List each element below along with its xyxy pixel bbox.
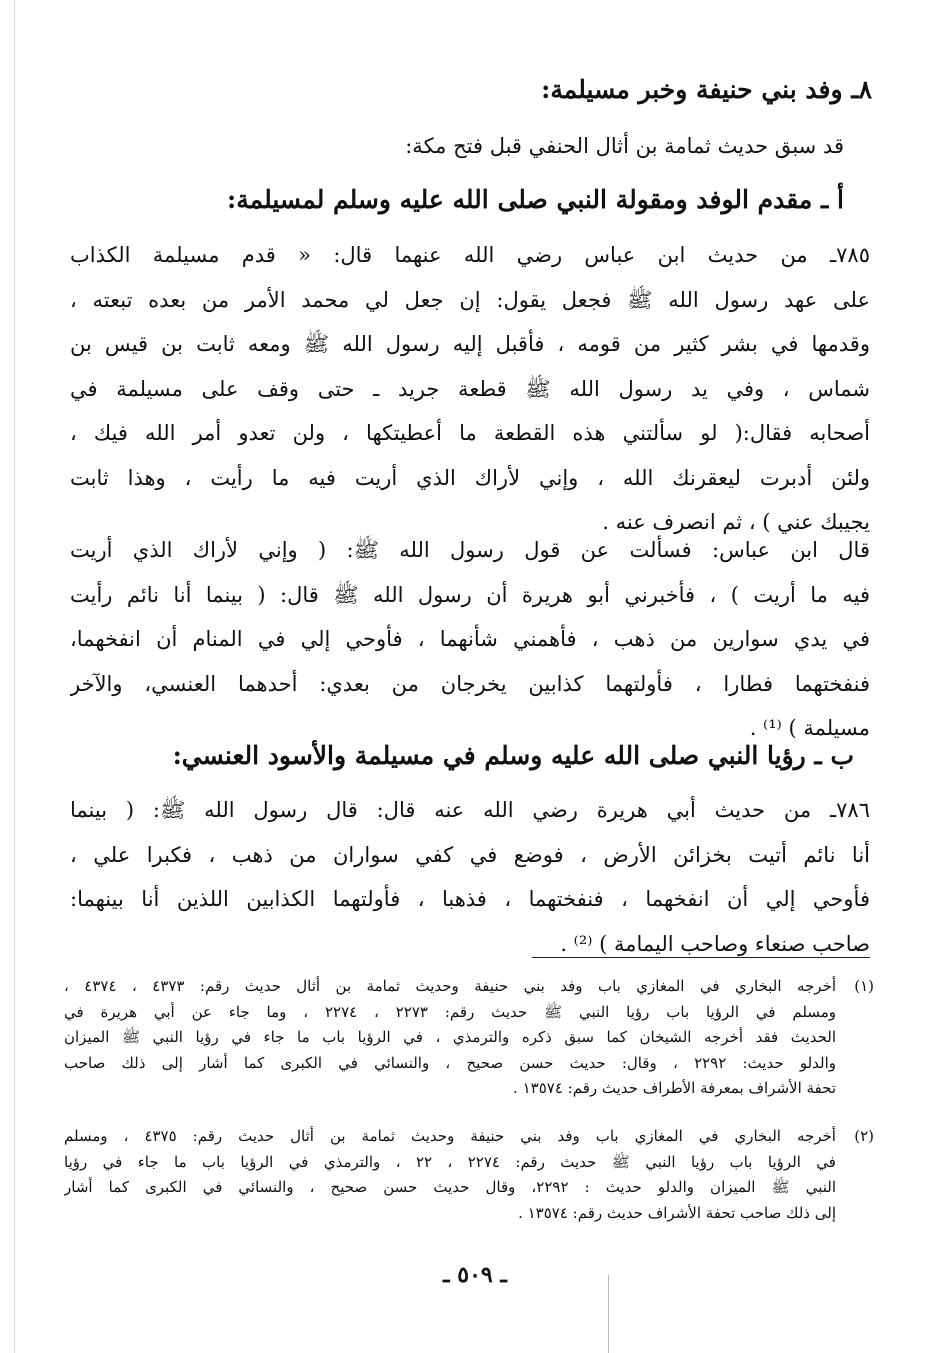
footnote-line: الحديث فقد أخرجه الشيخان كما سبق ذكره والترمذي ، في الرؤيا باب ما جاء في رؤيا النبي ﷺ الميزان bbox=[64, 1028, 836, 1046]
page-number: ـ ٥٠٩ ـ bbox=[443, 1262, 507, 1288]
scan-edge-line bbox=[14, 0, 15, 1353]
text-line: صاحب صنعاء وصاحب اليمامة ) ⁽²⁾ . bbox=[560, 931, 870, 956]
footnote-line: إلى ذلك صاحب تحفة الأشراف حديث رقم: ١٣٥٧٤ . bbox=[518, 1203, 836, 1222]
text-line: أصحابه فقال:( لو سألتني هذه القطعة ما أعطيتكها ، ولن تعدو أمر الله فيك ، bbox=[70, 421, 870, 445]
text-line: أنا نائم أتيت بخزائن الأرض ، فوضع في كفي سواران من ذهب ، فكبرا علي ، bbox=[70, 842, 870, 867]
text-line: وقدمها في بشر كثير من قومه ، فأقبل إليه رسول الله ﷺ ومعه ثابت بن قيس بن bbox=[70, 332, 870, 356]
scan-edge-mark bbox=[608, 1275, 609, 1353]
footnote-line: أخرجه البخاري في المغازي باب وفد بني حنيفة وحديث ثمامة بن أثال حديث رقم: ٤٣٧٥ ، ومسلم bbox=[64, 1127, 836, 1145]
footnote-line: ومسلم في الرؤيا باب رؤيا النبي ﷺ حديث رقم: ٢٢٧٣ ، ٢٢٧٤ ، وما جاء عن أبي هريرة في bbox=[64, 1002, 836, 1021]
text-line: شماس ، وفي يد رسول الله ﷺ قطعة جريد ـ حتى وقف على مسيلمة في bbox=[70, 376, 870, 401]
footnote-2-number: (٢) bbox=[854, 1127, 874, 1145]
section-heading: ٨ـ وفد بني حنيفة وخبر مسيلمة: bbox=[541, 75, 872, 104]
text-line: في يدي سوارين من ذهب ، فأهمني شأنهما ، فأوحي إلي في المنام أن انفخهما، bbox=[70, 627, 870, 651]
text-line: ولئن أدبرت ليعقرنك الله ، وإني لأراك الذي أريت فيه ما رأيت ، وهذا ثابت bbox=[70, 465, 870, 490]
footnote-line: في الرؤيا باب رؤيا النبي ﷺ حديث رقم: ٢٢٧٤ ، ٢٢ ، والترمذي في الرؤيا باب ما جاء في رؤيا bbox=[64, 1152, 836, 1171]
text-line: على عهد رسول الله ﷺ فجعل يقول: إن جعل لي محمد الأمر من بعده تبعته ، bbox=[70, 287, 870, 312]
subheading-b: ب ـ رؤيا النبي صلى الله عليه وسلم في مسيلمة والأسود العنسي: bbox=[172, 741, 854, 770]
footnote-separator bbox=[532, 957, 870, 958]
intro-line: قد سبق حديث ثمامة بن أثال الحنفي قبل فتح مكة: bbox=[405, 134, 844, 158]
intro-text bbox=[224, 124, 844, 169]
footnote-1-number: (١) bbox=[854, 977, 874, 995]
text-line: ٧٨٥ـ من حديث ابن عباس رضي الله عنهما قال: « قدم مسيلمة الكذاب bbox=[70, 243, 870, 267]
ibn-abbas-paragraph bbox=[70, 528, 870, 751]
hadith-785 bbox=[70, 233, 870, 545]
footnote-line: تحفة الأشراف بمعرفة الأطراف حديث رقم: ١٣٥٧٤ . bbox=[513, 1079, 836, 1097]
footnote-1 bbox=[64, 974, 836, 1102]
footnote-2 bbox=[64, 1124, 836, 1226]
footnote-line: والدلو حديث: ٢٢٩٢ ، وقال: حديث حسن صحيح ، والنسائي في الكبرى كما أشار إلى ذلك صاحب bbox=[64, 1053, 836, 1072]
hadith-786 bbox=[70, 788, 870, 966]
text-line: فأوحي إلي أن انفخهما ، فنفختهما ، فذهبا ، فأولتهما الكذابين اللذين أنا بينهما: bbox=[70, 887, 870, 911]
footnote-line: أخرجه البخاري في المغازي باب وفد بني حنيفة وحديث ثمامة بن أثال حديث رقم: ٤٣٧٣ ، ٤٣٧٤ ، bbox=[64, 977, 836, 995]
text-line: يجيبك عني ) ، ثم انصرف عنه . bbox=[602, 510, 870, 534]
text-line: فنفختهما فطارا ، فأولتهما كذابين يخرجان من بعدي: أحدهما العنسي، والآخر bbox=[70, 671, 870, 696]
footnote-line: النبي ﷺ الميزان والدلو حديث : ٢٢٩٢، وقال حديث حسن صحيح ، والنسائي في الكبرى كما أشار bbox=[64, 1178, 836, 1196]
text-line: فيه ما أريت ) ، فأخبرني أبو هريرة أن رسول الله ﷺ قال: ( بينما أنا نائم رأيت bbox=[70, 582, 870, 607]
text-line: مسيلمة ) ⁽¹⁾ . bbox=[749, 716, 870, 740]
text-line: قال ابن عباس: فسألت عن قول رسول الله ﷺ: ( وإني لأراك الذي أريت bbox=[70, 538, 870, 562]
text-line: ٧٨٦ـ من حديث أبي هريرة رضي الله عنه قال: قال رسول الله ﷺ: ( بينما bbox=[70, 798, 870, 822]
subheading-a: أ ـ مقدم الوفد ومقولة النبي صلى الله عليه وسلم لمسيلمة: bbox=[227, 185, 844, 214]
